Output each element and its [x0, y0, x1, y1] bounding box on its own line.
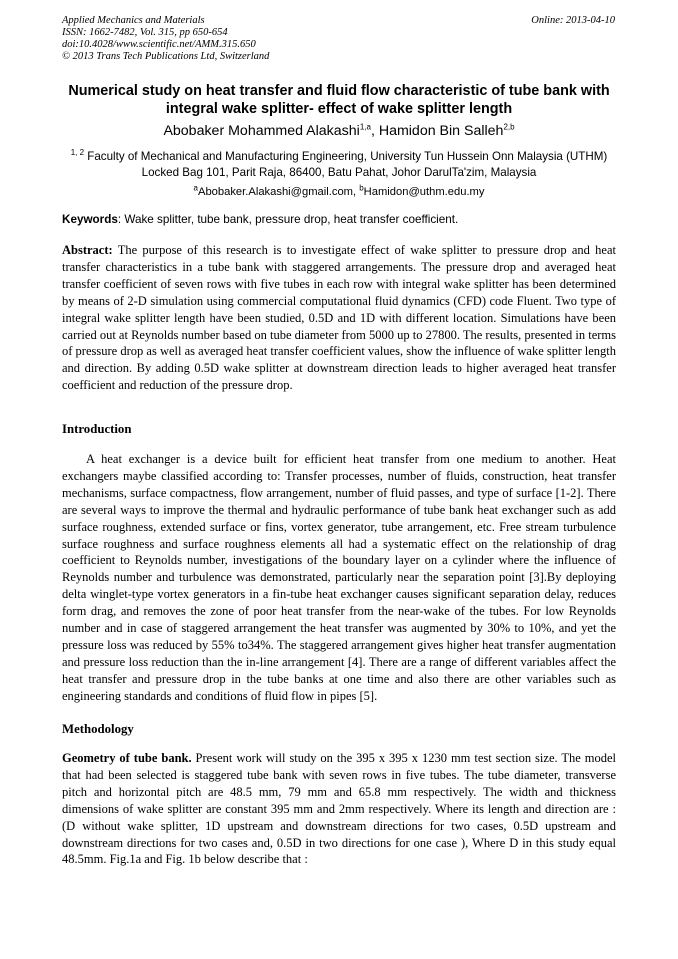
- author-1-affil-mark: 1,a: [359, 122, 371, 132]
- keywords: [62, 212, 616, 227]
- geometry-text: Present work will study on the 395 x 395 x 1230 mm test section size. The model that had been selected is staggered tube bank with seven rows in five tubes. The tube diameter, transverse pitch and horizontal pitch are 48.5 mm, 79 mm and 65.8 mm respectively. The width and thickness dimensions of wake splitter are constant 395 mm and 2mm respectively. Where its length and direction are : (D without wake splitter, 1D upstream and downstream directions for two cases, 0.5D upstream and downstream directions for two cases and, 0.5D in two directions for one case ), Where D in this study equal 48.5mm. Fig.1a and Fig. 1b below describe that :: [62, 751, 616, 867]
- affiliation-text: Faculty of Mechanical and Manufacturing Engineering, University Tun Hussein Onn Malaysia (UTHM) Locked Bag 101, Parit Raja, 86400, Batu Pahat, Johor DarulTa'zim, Malaysia: [84, 150, 608, 179]
- email-b-link[interactable]: Hamidon@uthm.edu.my: [363, 186, 485, 198]
- abstract-label: Abstract:: [62, 243, 113, 257]
- abstract-text: The purpose of this research is to investigate effect of wake splitter to pressure drop and heat transfer characteristics in a tube bank with staggered arrangements. The pressure drop and averaged heat transfer coefficient of seven rows with five tubes in each row with integral wake splitter has been determined by means of 2-D simulation using commercial computational fluid dynamics (CFD) code Fluent. Two type of integral wake splitter length have been studied, 0.5D and 1D with different location. Simulations have been carried out at Reynolds number based on tube diameter from 5000 up to 27800. The results, presented in terms of pressure drop as well as averaged heat transfer coefficient values, show the influence of wake splitter length and direction. By adding 0.5D wake splitter at downstream direction leads to higher averaged heat transfer coefficient and reduction of the pressure drop.: [62, 243, 616, 393]
- affiliation: [62, 149, 616, 181]
- geometry-subheading: Geometry of tube bank.: [62, 751, 192, 765]
- email-line: [62, 185, 616, 199]
- author-2-affil-mark: 2,b: [503, 122, 515, 132]
- author-2: Hamidon Bin Salleh: [378, 123, 504, 139]
- journal-header: [62, 15, 269, 63]
- geometry-paragraph: [62, 750, 616, 868]
- author-separator: ,: [370, 123, 379, 139]
- doi-line: doi:10.4028/www.scientific.net/AMM.315.650: [62, 39, 256, 50]
- online-date: Online: 2013-04-10: [531, 15, 615, 26]
- journal-name: Applied Mechanics and Materials: [62, 15, 205, 26]
- introduction-heading: Introduction: [62, 422, 132, 436]
- copyright-line: © 2013 Trans Tech Publications Ltd, Switzerland: [62, 51, 270, 62]
- abstract: [62, 242, 616, 394]
- author-1: Abobaker Mohammed Alakashi: [163, 123, 360, 139]
- issn-line: ISSN: 1662-7482, Vol. 315, pp 650-654: [62, 27, 228, 38]
- introduction-body: A heat exchanger is a device built for efficient heat transfer from one medium to another. Heat exchangers maybe classified according to: Transfer processes, number of fluids, construction, heat transfer mechanisms, surface compactness, flow arrangement, number of fluid passes, and type of surface [1-2]. There are several ways to improve the thermal and hydraulic performance of tube bank heat exchanger such as add surface roughness, extended surface or fins, vortex generator, tube arrangement, etc. Free stream turbulence surface roughness and surface roughness elements all had a systematic effect on the relationship of drag coefficient to Reynolds number, investigations of the boundary layer on a cylinder where the influence of Reynolds number and turbulence was demonstrated, particularly near the separation point [3].By deploying delta winglet-type vortex generators in a fin-tube heat exchanger causes significant separation delay, reduces form drag, and removes the zone of poor heat transfer from the near-wake of the tubes. For low Reynolds number and in case of staggered arrangement the heat transfer was augmented by 30% to 10%, and yet the pressure loss was reduced by 55% to34%. The staggered arrangement gives higher heat transfer augmentation and pressure loss reduction than the in-line arrangement [4]. There are a range of different variables affect the heat transfer and pressure drop in the tube banks at one time and also there are other variables such as engineering standards and conditions of fluid flow in pipes [5].: [62, 452, 616, 703]
- email-b-mark: b: [359, 183, 364, 193]
- keywords-text: : Wake splitter, tube bank, pressure drop, heat transfer coefficient.: [117, 213, 459, 226]
- email-a-mark: a: [193, 183, 198, 193]
- affiliation-mark: 1, 2: [70, 148, 85, 158]
- paper-title: Numerical study on heat transfer and fluid flow characteristic of tube bank with integral wake splitter- effect of wake splitter length: [68, 83, 610, 117]
- keywords-label: Keywords: [62, 213, 118, 226]
- methodology-heading: Methodology: [62, 722, 134, 736]
- email-separator: ,: [353, 186, 360, 198]
- email-a-link[interactable]: Abobaker.Alakashi@gmail.com: [197, 186, 353, 198]
- author-line: [62, 122, 616, 140]
